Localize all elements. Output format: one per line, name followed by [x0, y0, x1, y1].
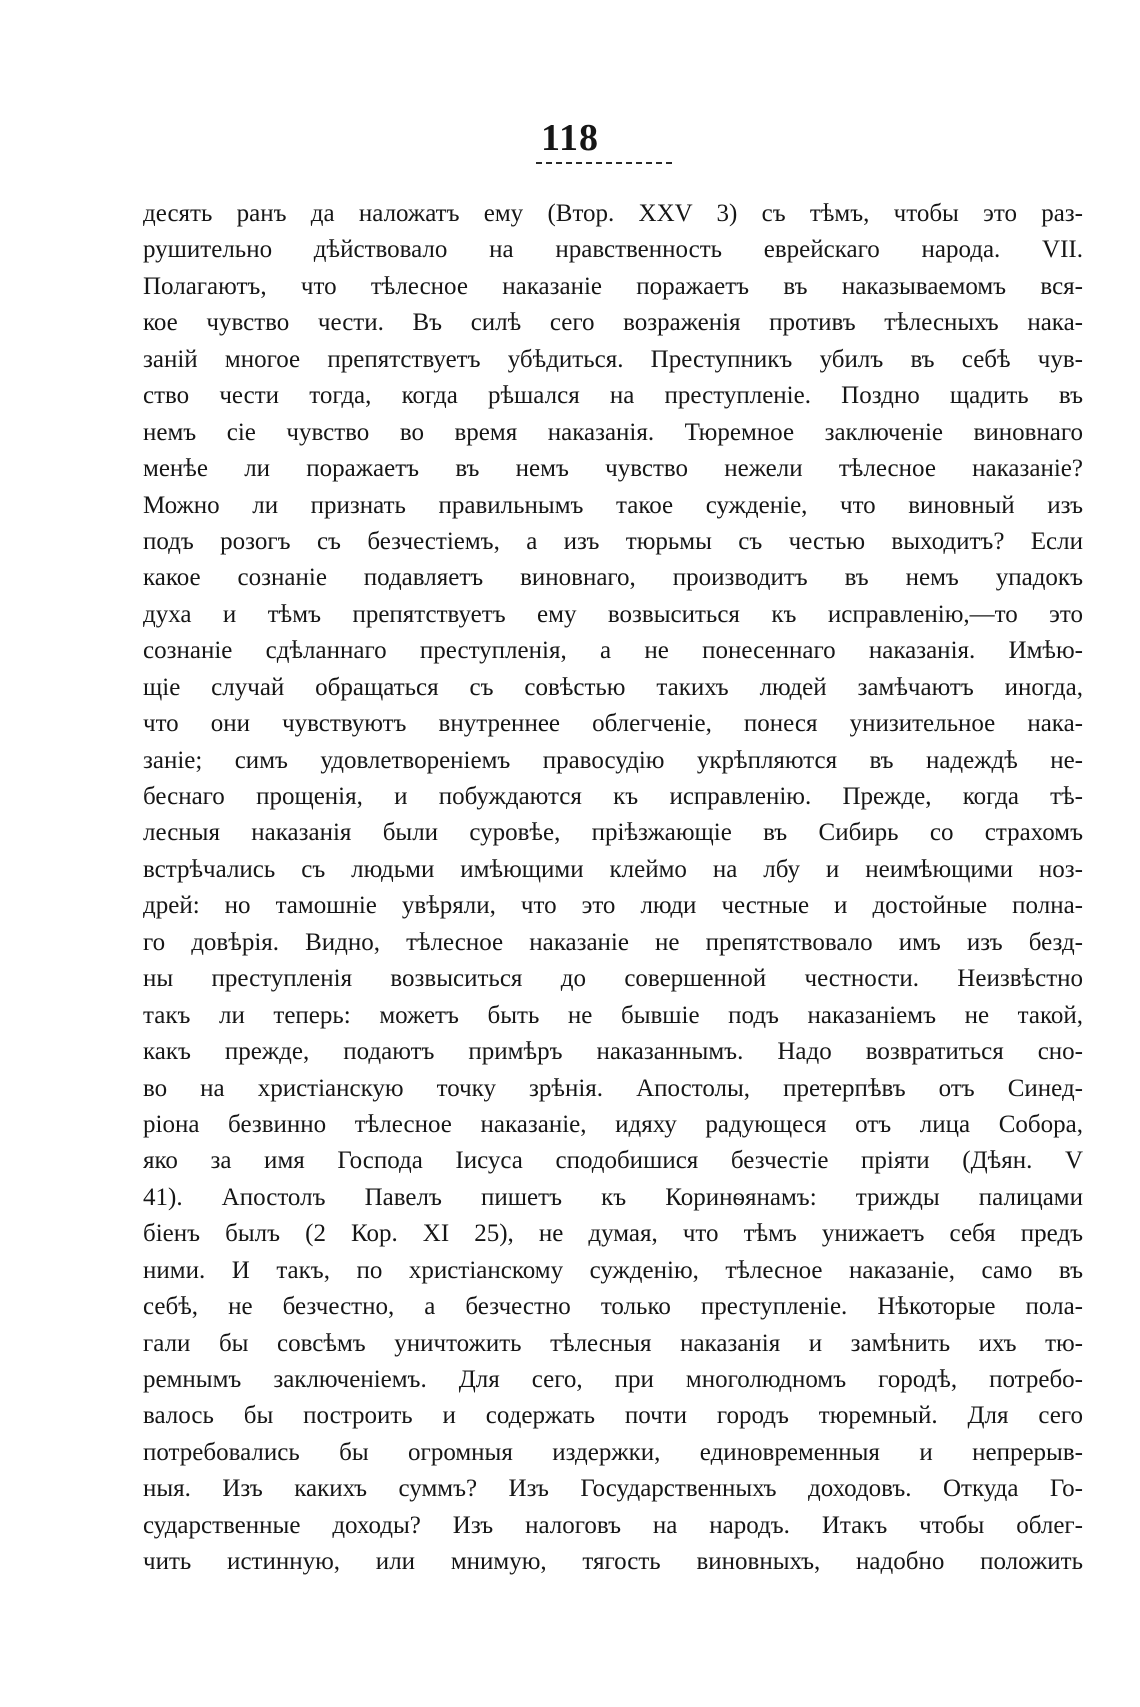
text-line: ремнымъ заключеніемъ. Для сего, при многолюдномъ городѣ, потребо- — [143, 1366, 1083, 1393]
text-line: во на христіанскую точку зрѣнія. Апостолы, претерпѣвъ отъ Синед- — [143, 1074, 1083, 1102]
text-line: ны преступленія возвыситься до совершенной честности. Неизвѣстно — [143, 965, 1083, 993]
text-line: десять ранъ да наложатъ ему (Втор. XXV 3) съ тѣмъ, чтобы это раз- — [143, 200, 1083, 227]
text-line: немъ сіе чувство во время наказанія. Тюремное заключеніе виновнаго — [143, 418, 1083, 446]
text-line: го довѣрія. Видно, тѣлесное наказаніе не препятствовало имъ изъ безд- — [143, 928, 1083, 956]
text-line: валось бы построить и содержать почти городъ тюремный. Для сего — [143, 1402, 1083, 1430]
text-line: потребовались бы огромныя издержки, единовременныя и непрерыв- — [143, 1438, 1083, 1466]
text-line: ними. И такъ, по христіанскому сужденію, тѣлесное наказаніе, само въ — [143, 1256, 1083, 1284]
page-number-rule — [536, 162, 672, 164]
text-line: сударственные доходы? Изъ налоговъ на народъ. Итакъ чтобы облег- — [143, 1511, 1083, 1539]
text-line: сознаніе сдѣланнаго преступленія, а не понесеннаго наказанія. Имѣю- — [143, 637, 1083, 665]
text-line: лесныя наказанія были суровѣе, пріѣзжающіе въ Сибирь со страхомъ — [143, 819, 1083, 847]
text-line: какъ прежде, подаютъ примѣръ наказаннымъ. Надо возвратиться сно- — [143, 1038, 1083, 1066]
text-line: что они чувствуютъ внутреннее облегченіе, понеся унизительное нака- — [143, 710, 1083, 738]
text-line: себѣ, не безчестно, а безчестно только преступленіе. Нѣкоторые пола- — [143, 1293, 1083, 1321]
page-number: 118 — [541, 117, 599, 159]
text-line: духа и тѣмъ препятствуетъ ему возвыситься къ исправленію,—то это — [143, 600, 1083, 628]
text-line: гали бы совсѣмъ уничтожить тѣлесныя наказанія и замѣнить ихъ тю- — [143, 1329, 1083, 1357]
text-line: менѣе ли поражаетъ въ немъ чувство нежели тѣлесное наказаніе? — [143, 455, 1083, 483]
text-line: дрей: но тамошніе увѣряли, что это люди честные и достойные полна- — [143, 892, 1083, 920]
text-line: какое сознаніе подавляетъ виновнаго, производитъ въ немъ упадокъ — [143, 564, 1083, 592]
text-line: заніе; симъ удовлетвореніемъ правосудію укрѣпляются въ надеждѣ не- — [143, 746, 1083, 774]
text-line: Полагаютъ, что тѣлесное наказаніе поражаетъ въ наказываемомъ вся- — [143, 272, 1083, 300]
text-line: ныя. Изъ какихъ суммъ? Изъ Государственныхъ доходовъ. Откуда Го- — [143, 1475, 1083, 1503]
text-line: ріона безвинно тѣлесное наказаніе, идяху радующеся отъ лица Собора, — [143, 1110, 1083, 1138]
text-line: такъ ли теперь: можетъ быть не бывшіе подъ наказаніемъ не такой, — [143, 1001, 1083, 1029]
text-line: подъ розогъ съ безчестіемъ, а изъ тюрьмы съ честью выходитъ? Если — [143, 527, 1083, 555]
text-line: рушительно дѣйствовало на нравственность еврейскаго народа. VII. — [143, 236, 1083, 264]
text-line: ство чести тогда, когда рѣшался на преступленіе. Поздно щадить въ — [143, 382, 1083, 410]
text-line: заній многое препятствуетъ убѣдиться. Преступникъ убилъ въ себѣ чув- — [143, 345, 1083, 373]
body-text — [143, 196, 1083, 1581]
text-line: яко за имя Господа Іисуса сподобишися безчестіе пріяти (Дѣян. V — [143, 1147, 1083, 1175]
text-line: встрѣчались съ людьми имѣющими клеймо на лбу и неимѣющими ноз- — [143, 855, 1083, 883]
text-line: щіе случай обращаться съ совѣстью такихъ людей замѣчаютъ иногда, — [143, 673, 1083, 701]
text-line: чить истинную, или мнимую, тягость виновныхъ, надобно положить — [143, 1548, 1083, 1576]
text-line: 41). Апостолъ Павелъ пишетъ къ Коринѳянамъ: трижды палицами — [143, 1183, 1083, 1211]
text-line: кое чувство чести. Въ силѣ сего возраженія противъ тѣлесныхъ нака- — [143, 309, 1083, 337]
text-line: беснаго прощенія, и побуждаются къ исправленію. Прежде, когда тѣ- — [143, 783, 1083, 810]
text-line: Можно ли признать правильнымъ такое сужденіе, что виновный изъ — [143, 491, 1083, 519]
text-line: біенъ былъ (2 Кор. XI 25), не думая, что тѣмъ унижаетъ себя предъ — [143, 1220, 1083, 1248]
